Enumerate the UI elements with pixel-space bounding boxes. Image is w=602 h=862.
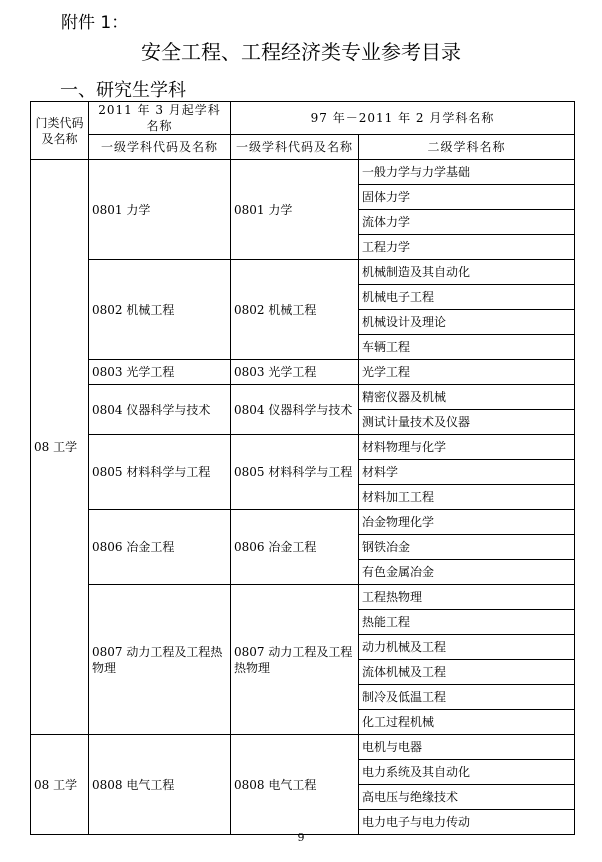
second-level-cell: 测试计量技术及仪器 <box>359 410 575 435</box>
second-level-cell: 制冷及低温工程 <box>359 685 575 710</box>
category-cell: 08 工学 <box>31 160 89 735</box>
second-level-cell: 机械电子工程 <box>359 285 575 310</box>
second-level-cell: 冶金物理化学 <box>359 510 575 535</box>
second-level-cell: 电力电子与电力传动 <box>359 810 575 835</box>
attachment-label: 附件 1： <box>61 13 129 33</box>
old-first-level-header: 一级学科代码及名称 <box>231 135 359 160</box>
old-first-level-cell: 0801 力学 <box>231 160 359 260</box>
new-first-level-cell: 0804 仪器科学与技术 <box>89 385 231 435</box>
new-first-level-cell: 0806 冶金工程 <box>89 510 231 585</box>
new-first-level-cell: 0801 力学 <box>89 160 231 260</box>
document-title: 安全工程、工程经济类专业参考目录 <box>141 40 461 64</box>
second-level-cell: 材料物理与化学 <box>359 435 575 460</box>
second-level-cell: 材料加工工程 <box>359 485 575 510</box>
table-row <box>31 160 575 185</box>
second-level-cell: 材料学 <box>359 460 575 485</box>
old-first-level-cell: 0805 材料科学与工程 <box>231 435 359 510</box>
header-row-1 <box>31 102 575 135</box>
table-row <box>31 585 575 610</box>
second-level-cell: 机械设计及理论 <box>359 310 575 335</box>
new-name-group-header: 2011 年 3 月起学科名称 <box>89 102 231 135</box>
second-level-cell: 机械制造及其自动化 <box>359 260 575 285</box>
section-heading: 一、研究生学科 <box>60 80 186 101</box>
second-level-cell: 动力机械及工程 <box>359 635 575 660</box>
old-first-level-cell: 0808 电气工程 <box>231 735 359 835</box>
new-first-level-cell: 0802 机械工程 <box>89 260 231 360</box>
table-row <box>31 435 575 460</box>
old-first-level-cell: 0806 冶金工程 <box>231 510 359 585</box>
second-level-cell: 化工过程机械 <box>359 710 575 735</box>
new-first-level-cell: 0803 光学工程 <box>89 360 231 385</box>
second-level-cell: 有色金属冶金 <box>359 560 575 585</box>
second-level-cell: 高电压与绝缘技术 <box>359 785 575 810</box>
second-level-cell: 电机与电器 <box>359 735 575 760</box>
second-level-cell: 流体机械及工程 <box>359 660 575 685</box>
new-first-level-cell: 0807 动力工程及工程热物理 <box>89 585 231 735</box>
second-level-cell: 流体力学 <box>359 210 575 235</box>
header-row-2 <box>31 135 575 160</box>
old-first-level-cell: 0804 仪器科学与技术 <box>231 385 359 435</box>
table-row <box>31 510 575 535</box>
old-first-level-cell: 0802 机械工程 <box>231 260 359 360</box>
second-level-cell: 精密仪器及机械 <box>359 385 575 410</box>
page-number: 9 <box>297 831 305 844</box>
new-first-level-header: 一级学科代码及名称 <box>89 135 231 160</box>
new-first-level-cell: 0808 电气工程 <box>89 735 231 835</box>
second-level-cell: 工程力学 <box>359 235 575 260</box>
table-row <box>31 735 575 760</box>
second-level-cell: 光学工程 <box>359 360 575 385</box>
new-first-level-cell: 0805 材料科学与工程 <box>89 435 231 510</box>
old-first-level-cell: 0803 光学工程 <box>231 360 359 385</box>
second-level-cell: 一般力学与力学基础 <box>359 160 575 185</box>
second-level-cell: 电力系统及其自动化 <box>359 760 575 785</box>
subject-catalog-table <box>30 101 575 835</box>
category-cell: 08 工学 <box>31 735 89 835</box>
category-header: 门类代码及名称 <box>31 102 89 160</box>
old-second-level-header: 二级学科名称 <box>359 135 575 160</box>
second-level-cell: 钢铁冶金 <box>359 535 575 560</box>
table-row <box>31 360 575 385</box>
old-name-group-header: 97 年－2011 年 2 月学科名称 <box>231 102 575 135</box>
old-first-level-cell: 0807 动力工程及工程热物理 <box>231 585 359 735</box>
second-level-cell: 热能工程 <box>359 610 575 635</box>
second-level-cell: 固体力学 <box>359 185 575 210</box>
table-row <box>31 385 575 410</box>
second-level-cell: 车辆工程 <box>359 335 575 360</box>
second-level-cell: 工程热物理 <box>359 585 575 610</box>
table-row <box>31 260 575 285</box>
